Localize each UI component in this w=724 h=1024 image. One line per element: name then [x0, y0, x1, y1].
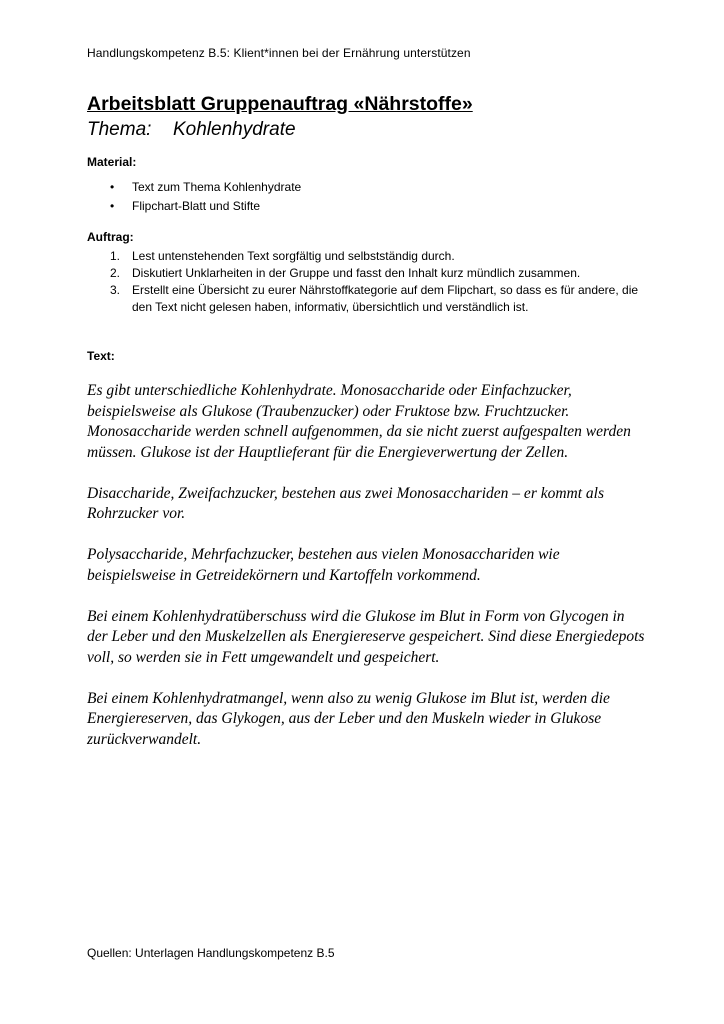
- text-paragraph: Polysaccharide, Mehrfachzucker, bestehen aus vielen Monosacchariden wie beispielsweise in Getreidekörnern und Kartoffeln vorkommend.: [87, 546, 560, 584]
- text-paragraph: Bei einem Kohlenhydratüberschuss wird die Glukose im Blut in Form von Glycogen in der Leber und den Muskelzellen als Energiereserve gespeichert. Sind diese Energiedepots voll, so werden sie in Fett umgewandelt und gespeichert.: [87, 607, 645, 666]
- theme-label: Thema:: [87, 119, 152, 140]
- step-text: Diskutiert Unklarheiten in der Gruppe und fasst den Inhalt kurz mündlich zusammen.: [132, 266, 581, 280]
- auftrag-step: [110, 248, 650, 265]
- material-item: • Text zum Thema Kohlenhydrate: [110, 178, 301, 197]
- text-paragraph: Disaccharide, Zweifachzucker, bestehen aus zwei Monosacchariden – er kommt als Rohrzucker vor.: [87, 484, 605, 522]
- step-text: Lest untenstehenden Text sorgfältig und selbstständig durch.: [132, 249, 455, 263]
- auftrag-heading: Auftrag:: [87, 230, 134, 244]
- page-header: Handlungskompetenz B.5: Klient*innen bei der Ernährung unterstützen: [87, 46, 471, 60]
- auftrag-step: [110, 282, 650, 316]
- theme-value: Kohlenhydrate: [173, 119, 296, 140]
- auftrag-steps: [110, 248, 650, 316]
- text-paragraph: Es gibt unterschiedliche Kohlenhydrate. Monosaccharide oder Einfachzucker, beispielsweise als Glukose (Traubenzucker) oder Fruktose bzw. Fruchtzucker. Monosaccharide werden schnell aufgenommen, da sie nicht zuerst aufgespalten werden müssen. Glukose ist der Hauptlieferant für die Energieverwertung der Zellen.: [87, 382, 631, 461]
- step-number: 2.: [110, 266, 121, 280]
- material-list: [110, 178, 301, 216]
- text-heading: Text:: [87, 349, 115, 363]
- theme-line: [87, 119, 296, 141]
- material-item: • Flipchart-Blatt und Stifte: [110, 197, 301, 216]
- page-footer: Quellen: Unterlagen Handlungskompetenz B.5: [87, 946, 335, 960]
- reading-text: [87, 381, 647, 771]
- step-text: Erstellt eine Übersicht zu eurer Nährstoffkategorie auf dem Flipchart, so dass es für andere, die den Text nicht gelesen haben, informativ, übersichtlich und verständlich ist.: [132, 283, 639, 314]
- step-number: 3.: [110, 283, 121, 297]
- worksheet-title: Arbeitsblatt Gruppenauftrag «Nährstoffe»: [87, 93, 473, 115]
- auftrag-step: [110, 265, 650, 282]
- text-paragraph: Bei einem Kohlenhydratmangel, wenn also zu wenig Glukose im Blut ist, werden die Energiereserven, das Glykogen, aus der Leber und den Muskeln wieder in Glukose zurückverwandelt.: [87, 689, 610, 748]
- material-heading: Material:: [87, 155, 137, 169]
- step-number: 1.: [110, 249, 121, 263]
